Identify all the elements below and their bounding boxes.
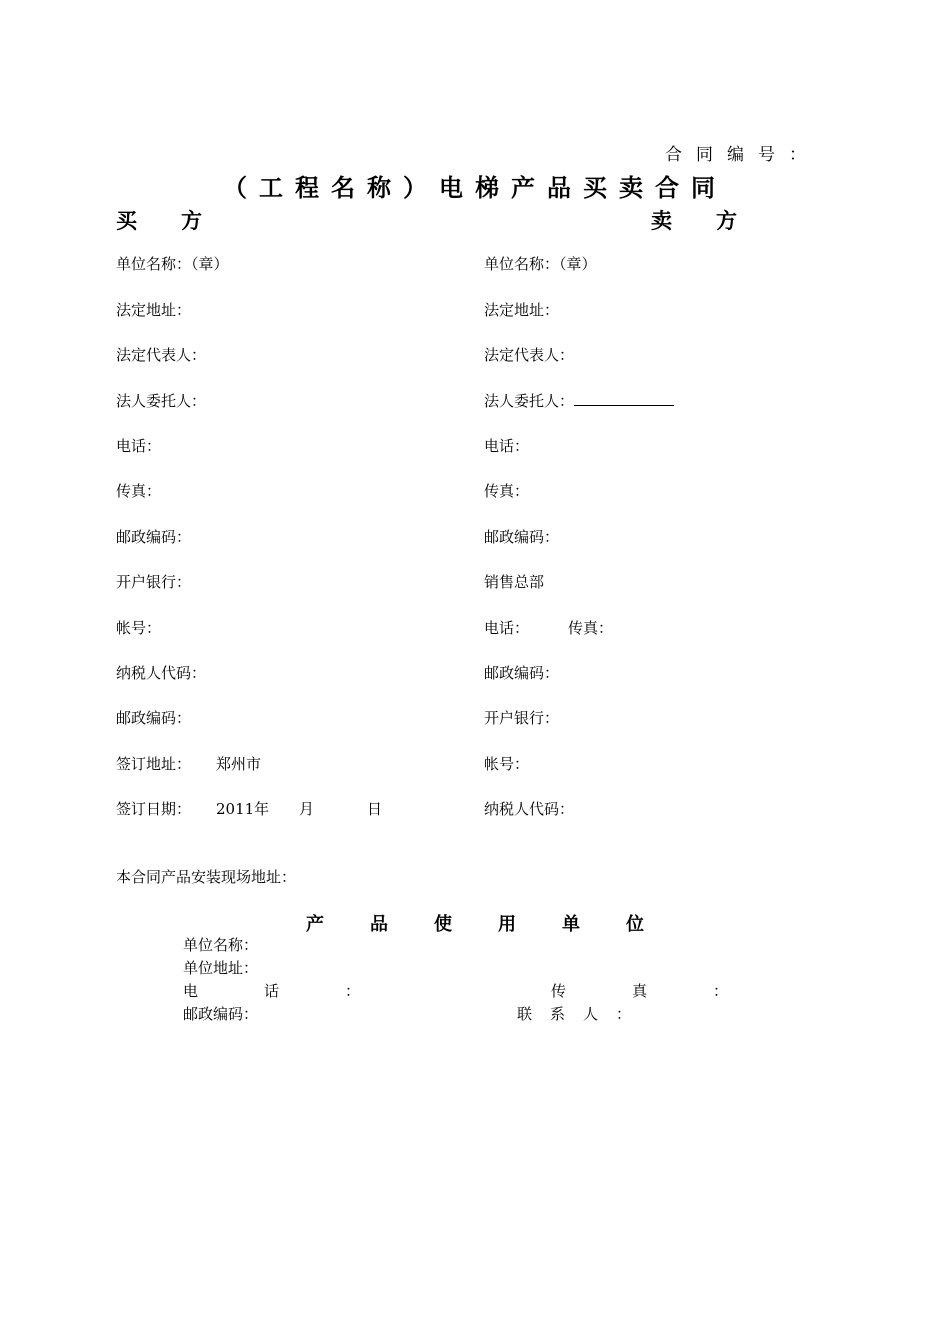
buyer-bank: 开户银行：	[116, 573, 192, 591]
seller-phone: 电话：	[484, 437, 530, 455]
contract-number-label: 合同编号：	[665, 145, 820, 165]
sign-date-day: 日	[367, 800, 383, 818]
use-unit-contact: 联系人：	[517, 1005, 650, 1023]
buyer-tax-code: 纳税人代码：	[116, 664, 207, 682]
seller-tax-code: 纳税人代码：	[484, 800, 575, 818]
seller-hq-postcode: 邮政编码：	[484, 664, 560, 682]
seller-legal-address: 法定地址：	[484, 301, 560, 319]
use-unit-address: 单位地址：	[183, 959, 259, 977]
sign-date-label: 签订日期：	[116, 800, 192, 818]
page-title: （工程名称）电梯产品买卖合同	[223, 174, 727, 202]
buyer-phone: 电话：	[116, 437, 162, 455]
seller-legal-representative: 法定代表人：	[484, 346, 575, 364]
seller-sales-hq: 销售总部	[484, 573, 545, 591]
buyer-postcode: 邮政编码：	[116, 528, 192, 546]
seller-heading: 卖方	[651, 209, 781, 233]
seller-postcode: 邮政编码：	[484, 528, 560, 546]
agent-underline-blank	[574, 391, 674, 406]
sign-place-value: 郑州市	[216, 755, 262, 773]
seller-fax: 传真：	[484, 482, 530, 500]
buyer-legal-address: 法定地址：	[116, 301, 192, 319]
seller-hq-fax: 传真：	[568, 619, 614, 637]
seller-account: 帐号：	[484, 755, 530, 773]
use-unit-name: 单位名称：	[183, 936, 259, 954]
buyer-heading: 买方	[116, 209, 246, 233]
use-unit-phone: 电话：	[183, 982, 427, 1000]
install-address-label: 本合同产品安装现场地址：	[116, 868, 297, 886]
buyer-account: 帐号：	[116, 619, 162, 637]
use-unit-fax: 传真：	[551, 982, 795, 1000]
sign-place-label: 签订地址：	[116, 755, 192, 773]
use-unit-postcode: 邮政编码：	[183, 1005, 259, 1023]
seller-bank: 开户银行：	[484, 709, 560, 727]
buyer-unit-name: 单位名称：（章）	[116, 255, 229, 273]
buyer-postcode-2: 邮政编码：	[116, 709, 192, 727]
use-unit-heading: 产品使用单位	[306, 914, 690, 935]
seller-unit-name: 单位名称：（章）	[484, 255, 597, 273]
seller-authorized-agent-label: 法人委托人：	[484, 392, 575, 410]
sign-date-year: 2011年	[216, 800, 270, 818]
seller-authorized-agent	[484, 390, 674, 411]
seller-hq-phone: 电话：	[484, 619, 530, 637]
sign-date-month: 月	[299, 800, 315, 818]
buyer-authorized-agent: 法人委托人：	[116, 392, 207, 410]
buyer-legal-representative: 法定代表人：	[116, 346, 207, 364]
buyer-fax: 传真：	[116, 482, 162, 500]
